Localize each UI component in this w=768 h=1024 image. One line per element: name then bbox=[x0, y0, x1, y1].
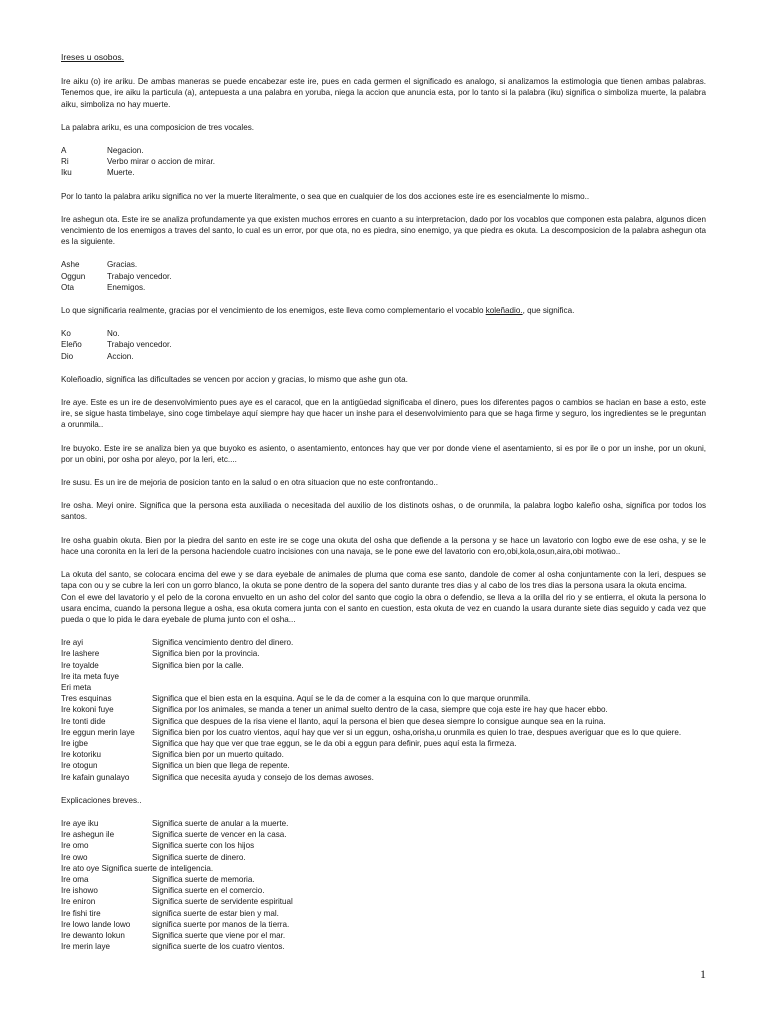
table-row bbox=[61, 749, 706, 760]
row-term: Ire ashegun ile bbox=[61, 830, 115, 840]
definition-row: Ri Verbo mirar o accion de mirar. bbox=[61, 157, 215, 167]
table-row bbox=[61, 760, 706, 771]
table-row bbox=[61, 829, 706, 840]
row-meaning: Significa vencimiento dentro del dinero. bbox=[152, 638, 294, 648]
row-meaning: Significa que el bien esta en la esquina. Aquí se le da de comer a la esquina con lo que marque orunmila. bbox=[152, 694, 531, 704]
table-row bbox=[61, 896, 706, 907]
table-row bbox=[61, 863, 706, 874]
paragraph-ire-susu: Ire susu. Es un ire de mejoria de posicion tanto en la salud o en otra situacion que no este confrontando.. bbox=[61, 478, 439, 488]
row-term: Eri meta bbox=[61, 682, 92, 692]
row-term: Ire lashere bbox=[61, 649, 100, 659]
row-term: Ire owo bbox=[61, 852, 88, 862]
row-term: Ire lowo lande lowo bbox=[61, 919, 131, 929]
row-meaning: significa suerte de estar bien y mal. bbox=[152, 908, 279, 918]
table-row bbox=[61, 727, 706, 738]
row-term: Ire eggun merin laye bbox=[61, 727, 135, 737]
row-term: Ire eniron bbox=[61, 897, 96, 907]
definition-list-koleñadio bbox=[61, 328, 706, 362]
row-term: Ire oma bbox=[61, 874, 89, 884]
page-number: 1 bbox=[700, 967, 706, 981]
definition-row: Oggun Trabajo vencedor. bbox=[61, 271, 172, 281]
ire-meanings-table bbox=[61, 637, 706, 783]
paragraph-ire-osha: Ire osha. Meyi onire. Significa que la persona esta auxiliada o necesitada del auxilio de los distinots oshas, o de orunmila, la palabra logbo kaleño osha, significa por todos los santos. bbox=[61, 501, 706, 522]
row-meaning: Significa que necesita ayuda y consejo de los demas awoses. bbox=[152, 772, 374, 782]
table-row bbox=[61, 682, 706, 693]
paragraph-explicaciones: Explicaciones breves.. bbox=[61, 795, 142, 805]
definition-row: Ota Enemigos. bbox=[61, 282, 146, 292]
row-meaning: Significa bien por la calle. bbox=[152, 660, 244, 670]
row-meaning: Significa suerte en el comercio. bbox=[152, 886, 265, 896]
row-meaning: Significa suerte de dinero. bbox=[152, 852, 246, 862]
row-meaning: Significa un bien que llega de repente. bbox=[152, 761, 290, 771]
row-meaning: significa suerte de los cuatro vientos. bbox=[152, 942, 285, 952]
table-row bbox=[61, 885, 706, 896]
row-meaning: Significa suerte de vencer en la casa. bbox=[152, 830, 287, 840]
paragraph-ire-osha-guabin: Ire osha guabin okuta. Bien por la piedra del santo en este ire se coge una okuta del osha que defiende a la persona y se hace un lavatorio con logbo ewe de ese osha, y se le hace una coronita en la leri de la persona haciendole cuatro incisiones con una navaja, se le pone ewe del lavatorio con ero,obi,kola,osun,aira,obi motiwao.. bbox=[61, 535, 706, 556]
paragraph-significaria: Lo que significaria realmente, gracias por el vencimiento de los enemigos, este lleva como complementario el vocablo koleñadio., que significa. bbox=[61, 306, 575, 316]
row-term: Ire kotoriku bbox=[61, 750, 102, 760]
paragraph-ashegun-ota: Ire ashegun ota. Este ire se analiza profundamente ya que existen muchos errores en cuanto a su interpretacion, dado por los vocablos que componen esta palabra, algunos dicen vencimiento de los enemigos a traves del santo, lo cual es un error, por que ota, no es piedra, sino enemigo, ya que piedra es okuta. La descomposicion de la palabra ashegun ota es la siguiente. bbox=[61, 214, 706, 247]
definition-row: Ashe Gracias. bbox=[61, 260, 138, 270]
explicaciones-table bbox=[61, 818, 706, 952]
row-meaning: Significa bien por la provincia. bbox=[152, 649, 260, 659]
definition-list-ashegun bbox=[61, 259, 706, 293]
row-term: Ire ishowo bbox=[61, 886, 98, 896]
paragraph-ariku-meaning: Por lo tanto la palabra ariku significa no ver la muerte literalmente, o sea que en cualquier de los dos acciones este ire es esencialmente lo mismo.. bbox=[61, 191, 590, 201]
row-term: Ire aye iku bbox=[61, 818, 99, 828]
row-term: Ire ayi bbox=[61, 638, 84, 648]
table-row bbox=[61, 919, 706, 930]
definition-list-ariku bbox=[61, 145, 706, 179]
document-body bbox=[61, 52, 706, 964]
table-row bbox=[61, 908, 706, 919]
definition-row: Dio Accion. bbox=[61, 351, 134, 361]
table-row bbox=[61, 648, 706, 659]
paragraph-ire-aiku: Ire aiku (o) ire ariku. De ambas maneras se puede encabezar este ire, pues en cada germen el significado es analogo, si analizamos la estimologia que tienen ambas palabras. Tenemos que, ire aiku la particula (a), antepuesta a una palabra en yoruba, niega la accion que anuncia esta, por lo tanto si la palabra (iku) significa o simboliza muerte, la palabra aiku, simboliza no hay muerte. bbox=[61, 77, 706, 109]
row-meaning: Significa suerte de anular a la muerte. bbox=[152, 818, 289, 828]
definition-row: Eleño Trabajo vencedor. bbox=[61, 340, 172, 350]
row-term: Ire ita meta fuye bbox=[61, 671, 120, 681]
row-term: Ire kafain gunalayo bbox=[61, 772, 130, 782]
table-row bbox=[61, 941, 706, 952]
table-row bbox=[61, 704, 706, 715]
paragraph-ire-buyoko: Ire buyoko. Este ire se analiza bien ya que buyoko es asiento, o asentamiento, entonces hay que ver por donde viene el asentamiento, si es por ile o por un inshe, por un okuni, por un obini, por osha por aleyo, por la leri, etc.... bbox=[61, 443, 706, 464]
definition-row: A Negacion. bbox=[61, 146, 144, 156]
table-row bbox=[61, 840, 706, 851]
row-meaning: Significa por los animales, se manda a tener un animal suelto dentro de la casa, siempre que coja este ire hay que hacer ebbo. bbox=[152, 705, 608, 715]
paragraph-koleñoadio: Koleñoadio, significa las dificultades se vencen por accion y gracias, lo mismo que ashe gun ota. bbox=[61, 374, 408, 384]
row-meaning: Significa bien por un muerto quitado. bbox=[152, 750, 284, 760]
row-meaning: Significa suerte con los hijos bbox=[152, 841, 255, 851]
row-term: Ire merin laye bbox=[61, 942, 111, 952]
row-term: Ire tonti dide bbox=[61, 716, 106, 726]
table-row bbox=[61, 874, 706, 885]
definition-row: Ko No. bbox=[61, 329, 120, 339]
paragraph-okuta-del-santo: La okuta del santo, se colocara encima del ewe y se dara eyebale de animales de pluma que coma ese santo, dandole de comer al osha conjuntamente con la leri, despues se tapa con ou y se cubre la leri con un gorro blanco, la okuta se pone dentro de la sopera del santo durante tres dias y al cabo de los tres dias la persona usara la okuta encima. Con el ewe del lavatorio y el pelo de la corona envuelto en un asho del color del santo que cogio la obra o defendio, se lleva a la orilla del rio y se entierra, el okuta la persona lo usara encima, cuando la persona llegue a osha, esa okuta comera junta con el santo en cuestion, esta okuta de vez en cuando la usara durante siete dias seguido y cada vez que pueda o que lo pida le dara eyebale de pluma junto con el osha... bbox=[61, 570, 706, 624]
definition-row: Iku Muerte. bbox=[61, 168, 135, 178]
row-term: Ire dewanto lokun bbox=[61, 930, 125, 940]
table-row bbox=[61, 930, 706, 941]
row-term: Ire ato oye Significa suerte de inteligencia. bbox=[61, 863, 214, 873]
row-term: Ire fishi tire bbox=[61, 908, 101, 918]
table-row bbox=[61, 772, 706, 783]
row-meaning: Significa que despues de la risa viene el llanto, aquí la persona el bien que desea siempre lo consigue aunque sea en la ruina. bbox=[152, 716, 606, 726]
table-row bbox=[61, 818, 706, 829]
row-meaning: significa suerte por manos de la tierra. bbox=[152, 919, 290, 929]
row-meaning: Significa bien por los cuatro vientos, aquí hay que ver si un eggun, osha,orisha,u orunmila es quien lo trae, despues averiguar que es lo que quiere. bbox=[152, 727, 682, 737]
row-term: Ire toyalde bbox=[61, 660, 99, 670]
row-term: Ire igbe bbox=[61, 738, 88, 748]
underlined-word: koleñadio. bbox=[485, 306, 523, 316]
row-meaning: Significa que hay que ver que trae eggun, se le da obi a eggun para definir, pues aquí esta la firmeza. bbox=[152, 738, 517, 748]
table-row bbox=[61, 637, 706, 648]
row-term: Tres esquinas bbox=[61, 694, 112, 704]
document-title: Ireses u osobos. bbox=[61, 52, 125, 62]
row-meaning: Significa suerte que viene por el mar. bbox=[152, 930, 286, 940]
paragraph-ire-aye: Ire aye. Este es un ire de desenvolvimiento pues aye es el caracol, que en la antigüedad significaba el dinero, pues los diferentes pagos o cambios se hacian en base a esto, este ire, se sigue hasta timbelaye, sino coge timbelaye aquí siempre hay que hacer un inshe para el desenvolvimiento para que se haga firme y seguro, los ingredientes se le preguntan a orunmila.. bbox=[61, 398, 706, 430]
row-term: Ire omo bbox=[61, 841, 89, 851]
paragraph-ariku-intro: La palabra ariku, es una composicion de tres vocales. bbox=[61, 122, 255, 132]
row-term: Ire otogun bbox=[61, 761, 98, 771]
table-row bbox=[61, 660, 706, 671]
table-row bbox=[61, 671, 706, 682]
row-meaning: Significa suerte de servidente espiritual bbox=[152, 897, 293, 907]
row-meaning: Significa suerte de memoria. bbox=[152, 874, 255, 884]
table-row bbox=[61, 693, 706, 704]
table-row bbox=[61, 738, 706, 749]
table-row bbox=[61, 716, 706, 727]
row-term: Ire kokoni fuye bbox=[61, 705, 114, 715]
table-row bbox=[61, 852, 706, 863]
